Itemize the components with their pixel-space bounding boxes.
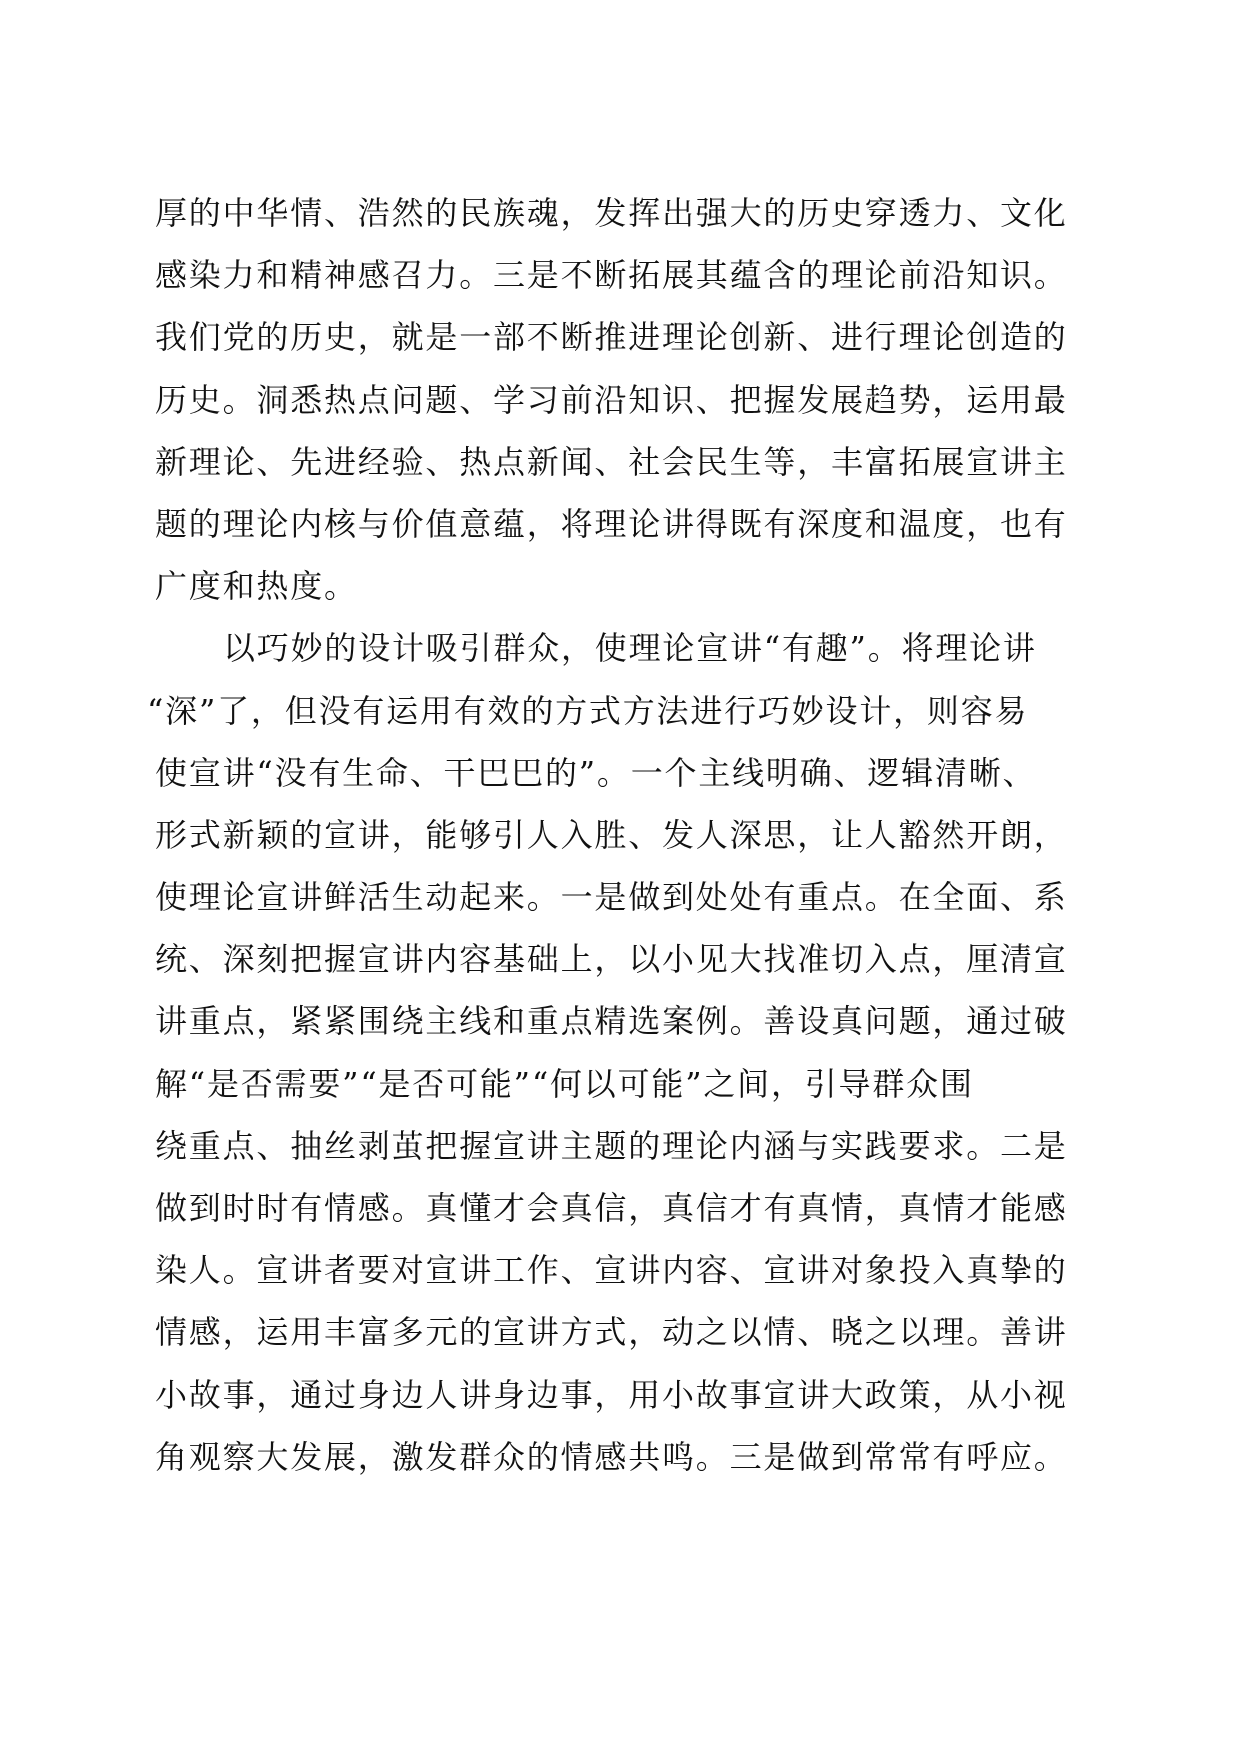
text-line: 绕重点、抽丝剥茧把握宣讲主题的理论内涵与实践要求。二是 [155,1126,1068,1165]
text-line: 历史。洞悉热点问题、学习前沿知识、把握发展趋势，运用最 [155,380,1068,419]
text-line: 小故事，通过身边人讲身边事，用小故事宣讲大政策，从小视 [155,1375,1068,1414]
paragraph-1 [155,182,1080,617]
text-line: 角观察大发展，激发群众的情感共鸣。三是做到常常有呼应。 [155,1437,1068,1476]
text-line: 感染力和精神感召力。三是不断拓展其蕴含的理论前沿知识。 [155,256,1068,295]
text-line: 我们党的历史，就是一部不断推进理论创新、进行理论创造的 [155,318,1068,357]
text-line: 形式新颖的宣讲，能够引人入胜、发人深思，让人豁然开朗， [155,815,1068,854]
text-line: 情感，运用丰富多元的宣讲方式，动之以情、晓之以理。善讲 [155,1313,1068,1352]
text-line: 题的理论内核与价值意蕴，将理论讲得既有深度和温度，也有 [155,504,1068,543]
paragraph-2 [147,617,1080,1488]
text-line: 使理论宣讲鲜活生动起来。一是做到处处有重点。在全面、系 [155,878,1068,917]
text-line: 讲重点，紧紧围绕主线和重点精选案例。善设真问题，通过破 [155,1002,1068,1041]
text-line: 统、深刻把握宣讲内容基础上，以小见大找准切入点，厘清宣 [155,940,1068,979]
text-line: “深”了，但没有运用有效的方式方法进行巧妙设计，则容易 [147,691,1029,730]
text-line: 厚的中华情、浩然的民族魂，发挥出强大的历史穿透力、文化 [155,194,1068,232]
text-line: 做到时时有情感。真懂才会真信，真信才有真情，真情才能感 [155,1189,1068,1227]
text-line: 以巧妙的设计吸引群众，使理论宣讲“有趣”。将理论讲 [223,629,1037,668]
document-page [147,182,1080,1488]
text-line: 新理论、先进经验、热点新闻、社会民生等，丰富拓展宣讲主 [155,442,1068,481]
text-line: 解“是否需要”“是否可能”“何以可能”之间，引导群众围 [155,1064,974,1103]
text-line: 使宣讲“没有生命、干巴巴的”。一个主线明确、逻辑清晰、 [155,753,1037,792]
text-line: 染人。宣讲者要对宣讲工作、宣讲内容、宣讲对象投入真挚的 [155,1251,1068,1290]
text-line: 广度和热度。 [155,567,358,606]
